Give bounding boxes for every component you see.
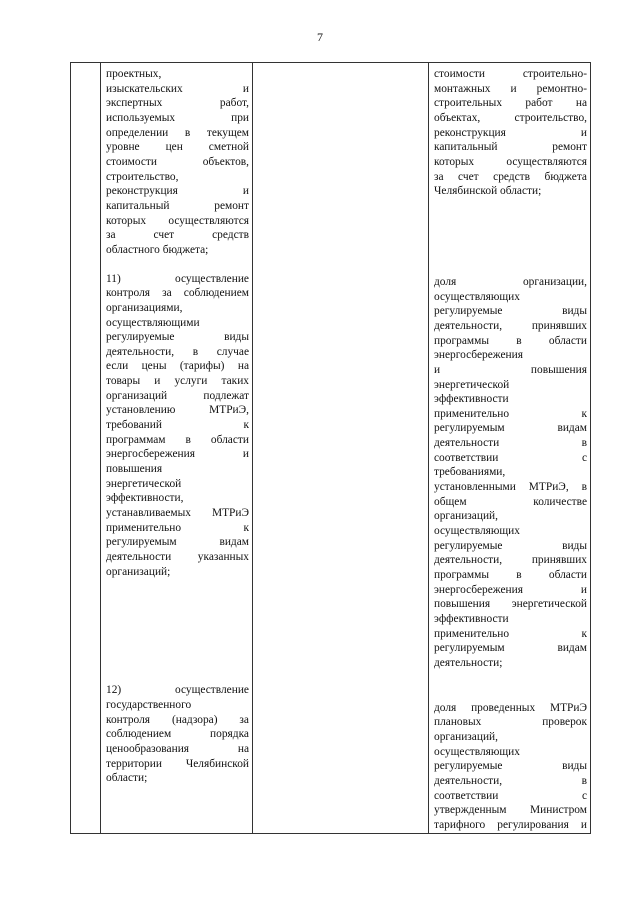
- text-line: требований к: [106, 419, 249, 432]
- text-line: реконструкция и: [434, 126, 587, 139]
- text-line: энергетической: [106, 477, 182, 490]
- text-line: которых осуществляются: [434, 155, 587, 168]
- text-line: повышения энергетической: [434, 598, 587, 611]
- function-cell: [101, 63, 253, 834]
- text-line: капитальный ремонт: [106, 199, 249, 212]
- indicator-text-block: [434, 67, 587, 199]
- text-line: энергосбережения и: [434, 583, 587, 596]
- text-line: государственного: [106, 698, 192, 711]
- text-line: организаций подлежат: [106, 389, 249, 402]
- text-line: экспертных работ,: [106, 97, 249, 110]
- page-number: 7: [317, 30, 323, 44]
- text-line: энергосбережения и: [106, 448, 249, 461]
- text-line: реконструкция и: [106, 185, 249, 198]
- text-line: стоимости строительно-: [434, 68, 587, 80]
- text-line: 12) осуществление: [106, 684, 249, 697]
- text-line: капитальный ремонт: [434, 141, 587, 154]
- text-line: деятельности в: [434, 437, 587, 450]
- text-line: программы в области: [434, 334, 587, 347]
- text-line: энергосбережения: [434, 349, 523, 362]
- text-line: деятельности, принявших: [434, 319, 587, 332]
- indicator-text-block: [434, 701, 587, 833]
- text-line: деятельности указанных: [106, 551, 249, 563]
- text-line: деятельности, в случае: [106, 345, 249, 358]
- text-line: эффективности,: [106, 492, 184, 505]
- text-line: доля проведенных МТРиЭ: [434, 701, 587, 714]
- text-line: эффективности: [434, 613, 509, 625]
- indicator-text-block: [434, 275, 587, 671]
- text-line: изыскательских и: [106, 82, 249, 95]
- text-line: организаций,: [434, 510, 498, 523]
- text-line: программы в области: [434, 569, 587, 582]
- text-line: если цены (тарифы) на: [106, 360, 249, 373]
- text-line: энергетической: [434, 378, 510, 391]
- function-text-block: [106, 683, 249, 786]
- text-line: регулируемые виды: [434, 305, 587, 318]
- function-text-block: [106, 272, 249, 580]
- text-line: товары и услуги таких: [106, 375, 249, 388]
- text-line: за счет средств бюджета: [434, 170, 587, 183]
- text-line: регулируемые виды: [106, 331, 249, 344]
- text-line: которых осуществляются: [106, 214, 249, 227]
- text-line: утвержденным Министром: [434, 804, 587, 817]
- text-line: определении в текущем: [106, 126, 249, 139]
- text-line: регулируемые виды: [434, 760, 587, 773]
- text-line: регулируемые виды: [434, 539, 587, 552]
- text-line: объектах, строительство,: [434, 111, 587, 124]
- text-line: используемых при: [106, 111, 249, 124]
- text-line: плановых проверок: [434, 716, 587, 729]
- text-line: монтажных и ремонтно-: [434, 82, 587, 95]
- text-line: областного бюджета;: [106, 243, 209, 256]
- text-line: проектных,: [106, 68, 162, 80]
- text-line: стоимости объектов,: [106, 155, 249, 168]
- text-line: контроля за соблюдением: [106, 287, 249, 300]
- text-line: доля организации,: [434, 275, 587, 288]
- text-line: регулируемым видам: [434, 422, 587, 435]
- text-line: установленными МТРиЭ, в: [434, 481, 587, 494]
- text-line: осуществляющих: [434, 525, 520, 538]
- text-line: устанавливаемых МТРиЭ: [106, 507, 249, 520]
- text-line: регулируемым видам: [106, 536, 249, 549]
- text-line: применительно к: [434, 407, 587, 420]
- text-line: ценообразования на: [106, 742, 249, 755]
- text-line: контроля (надзора) за: [106, 713, 249, 726]
- text-line: уровне цен сметной: [106, 141, 249, 154]
- function-text-block: [106, 67, 249, 258]
- text-line: осуществляющих: [434, 745, 520, 758]
- text-line: и повышения: [434, 363, 587, 376]
- table-row: [71, 63, 591, 834]
- text-line: эффективности: [434, 393, 509, 406]
- text-line: Челябинской области;: [434, 185, 542, 198]
- text-line: применительно к: [434, 627, 587, 640]
- text-line: соответствии с: [434, 451, 587, 464]
- indicator-cell: [429, 63, 591, 834]
- text-line: соблюдением порядка: [106, 728, 249, 741]
- text-line: территории Челябинской: [106, 757, 249, 770]
- text-line: программам в области: [106, 433, 249, 446]
- indicators-table: [70, 62, 591, 834]
- text-line: организаций,: [434, 730, 498, 743]
- text-line: 11) осуществление: [106, 272, 249, 285]
- text-line: тарифного регулирования и: [434, 818, 587, 831]
- empty-cell: [253, 63, 429, 834]
- number-cell: [71, 63, 101, 834]
- text-line: установлению МТРиЭ,: [106, 404, 249, 417]
- text-line: строительство,: [106, 170, 179, 183]
- text-line: деятельности, в: [434, 774, 587, 787]
- text-line: общем количестве: [434, 495, 587, 508]
- text-line: организаций;: [106, 565, 171, 578]
- text-line: деятельности;: [434, 656, 503, 669]
- text-line: осуществляющих: [434, 290, 520, 303]
- text-line: деятельности, принявших: [434, 554, 587, 567]
- text-line: повышения: [106, 463, 163, 476]
- text-line: осуществляющими: [106, 316, 200, 329]
- text-line: соответствии с: [434, 789, 587, 802]
- text-line: регулируемым видам: [434, 642, 587, 655]
- text-line: области;: [106, 772, 148, 785]
- text-line: строительных работ на: [434, 97, 587, 110]
- text-line: за счет средств: [106, 229, 249, 242]
- text-line: требованиями,: [434, 466, 506, 479]
- text-line: применительно к: [106, 521, 249, 534]
- text-line: организациями,: [106, 301, 183, 314]
